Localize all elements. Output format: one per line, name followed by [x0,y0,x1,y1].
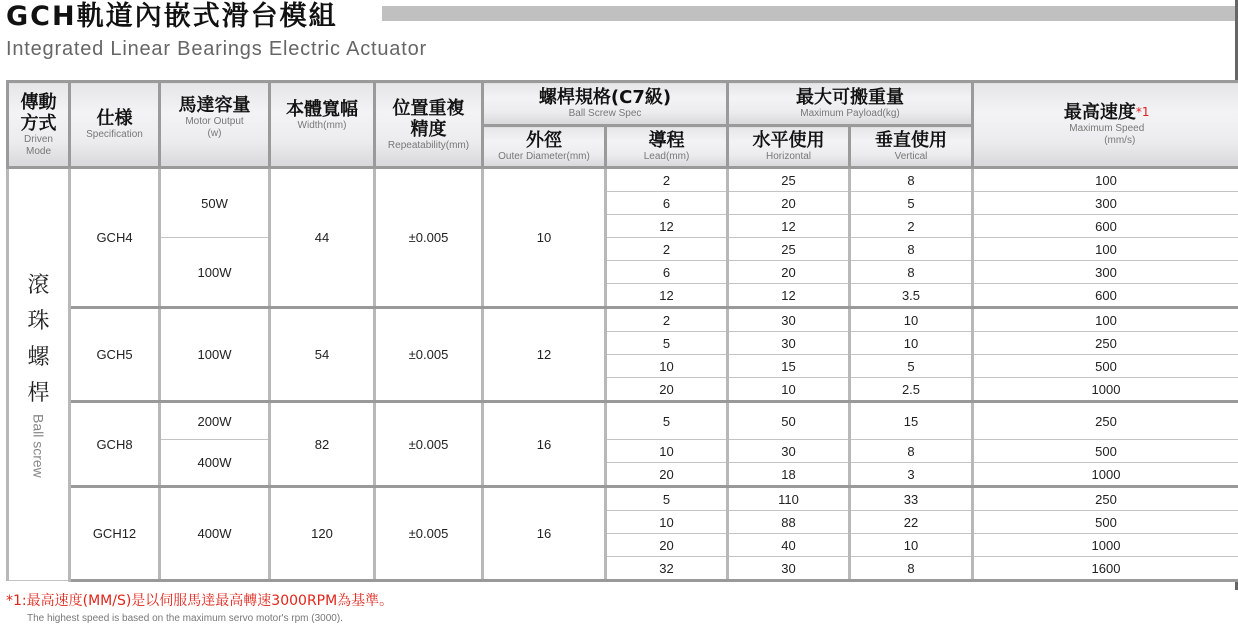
model-cell: GCH8 [70,402,160,487]
outer-diameter-cell: 16 [483,487,606,581]
speed-cell: 1600 [973,557,1238,581]
header-vertical: 垂直使用 Vertical [850,126,973,168]
footnote-en: The highest speed is based on the maximum servo motor's rpm (3000). [27,613,343,624]
speed-cell: 500 [973,511,1238,534]
model-cell: GCH5 [70,308,160,402]
speed-cell: 600 [973,284,1238,308]
header-ball-screw-spec: 螺桿規格(C7級) Ball Screw Spec [483,82,728,126]
vertical-cell: 10 [850,308,973,332]
vertical-cell: 8 [850,261,973,284]
horizontal-cell: 50 [728,402,850,440]
header-outer-diameter: 外徑 Outer Diameter(mm) [483,126,606,168]
width-cell: 44 [270,168,375,308]
horizontal-cell: 30 [728,440,850,463]
driven-mode-cell: 滾 珠 螺 桿 Ball screw [8,168,70,581]
lead-cell: 32 [606,557,728,581]
header-horizontal: 水平使用 Horizontal [728,126,850,168]
repeatability-cell: ±0.005 [375,308,483,402]
header-max-payload: 最大可搬重量 Maximum Payload(kg) [728,82,973,126]
speed-cell: 500 [973,440,1238,463]
model-cell: GCH4 [70,168,160,308]
header-lead: 導程 Lead(mm) [606,126,728,168]
header-specification: 仕様 Specification [70,82,160,168]
motor-cell: 400W [160,440,270,487]
lead-cell: 12 [606,284,728,308]
table-row [8,308,1238,332]
speed-cell: 500 [973,355,1238,378]
speed-cell: 300 [973,192,1238,215]
table-row [8,487,1238,511]
outer-diameter-cell: 10 [483,168,606,308]
lead-cell: 2 [606,168,728,192]
repeatability-cell: ±0.005 [375,402,483,487]
lead-cell: 6 [606,192,728,215]
vertical-cell: 2 [850,215,973,238]
horizontal-cell: 40 [728,534,850,557]
outer-diameter-cell: 16 [483,402,606,487]
motor-cell: 50W [160,168,270,238]
lead-cell: 20 [606,534,728,557]
title-decor-bar [382,6,1238,21]
vertical-cell: 8 [850,168,973,192]
spec-table [6,80,1238,582]
speed-cell: 250 [973,332,1238,355]
motor-cell: 100W [160,308,270,402]
horizontal-cell: 20 [728,192,850,215]
horizontal-cell: 30 [728,308,850,332]
speed-cell: 250 [973,402,1238,440]
horizontal-cell: 20 [728,261,850,284]
width-cell: 120 [270,487,375,581]
table-row [8,168,1238,192]
speed-cell: 100 [973,238,1238,261]
horizontal-cell: 25 [728,238,850,261]
horizontal-cell: 30 [728,332,850,355]
vertical-cell: 8 [850,440,973,463]
vertical-cell: 10 [850,332,973,355]
header-repeatability: 位置重複 精度 Repeatability(mm) [375,82,483,168]
motor-cell: 100W [160,238,270,308]
lead-cell: 10 [606,440,728,463]
table-row [8,440,1238,463]
lead-cell: 2 [606,238,728,261]
vertical-cell: 22 [850,511,973,534]
horizontal-cell: 18 [728,463,850,487]
speed-cell: 100 [973,308,1238,332]
lead-cell: 12 [606,215,728,238]
speed-cell: 1000 [973,463,1238,487]
repeatability-cell: ±0.005 [375,487,483,581]
speed-cell: 1000 [973,378,1238,402]
table-row [8,402,1238,440]
horizontal-cell: 12 [728,215,850,238]
motor-cell: 400W [160,487,270,581]
model-cell: GCH12 [70,487,160,581]
lead-cell: 2 [606,308,728,332]
width-cell: 54 [270,308,375,402]
table-row [8,238,1238,261]
horizontal-cell: 15 [728,355,850,378]
outer-diameter-cell: 12 [483,308,606,402]
header-max-speed: 最高速度$^{*1}$ Maximum Speed (mm/s) [973,82,1238,168]
horizontal-cell: 30 [728,557,850,581]
lead-cell: 6 [606,261,728,284]
speed-cell: 250 [973,487,1238,511]
lead-cell: 10 [606,511,728,534]
lead-cell: 20 [606,378,728,402]
vertical-cell: 8 [850,557,973,581]
page-title: GCH軌道內嵌式滑台模組 [6,1,338,32]
speed-cell: 1000 [973,534,1238,557]
vertical-cell: 3 [850,463,973,487]
horizontal-cell: 88 [728,511,850,534]
header-motor-output: 馬達容量 Motor Output (w) [160,82,270,168]
page-subtitle: Integrated Linear Bearings Electric Actuator [6,38,427,60]
header-width: 本體寬幅 Width(mm) [270,82,375,168]
vertical-cell: 10 [850,534,973,557]
vertical-cell: 15 [850,402,973,440]
repeatability-cell: ±0.005 [375,168,483,308]
vertical-cell: 5 [850,355,973,378]
vertical-cell: 5 [850,192,973,215]
horizontal-cell: 25 [728,168,850,192]
header-driven-mode: 傳動方式 Driven Mode [8,82,70,168]
horizontal-cell: 110 [728,487,850,511]
vertical-cell: 33 [850,487,973,511]
horizontal-cell: 10 [728,378,850,402]
lead-cell: 5 [606,402,728,440]
horizontal-cell: 12 [728,284,850,308]
lead-cell: 20 [606,463,728,487]
speed-cell: 100 [973,168,1238,192]
width-cell: 82 [270,402,375,487]
lead-cell: 5 [606,332,728,355]
lead-cell: 5 [606,487,728,511]
footnote-marker: *1 [1135,105,1150,119]
lead-cell: 10 [606,355,728,378]
vertical-cell: 8 [850,238,973,261]
vertical-cell: 2.5 [850,378,973,402]
speed-cell: 600 [973,215,1238,238]
vertical-cell: 3.5 [850,284,973,308]
footnote-zh: *1:最高速度(MM/S)是以伺服馬達最高轉速3000RPM為基準。 [6,593,394,609]
motor-cell: 200W [160,402,270,440]
speed-cell: 300 [973,261,1238,284]
